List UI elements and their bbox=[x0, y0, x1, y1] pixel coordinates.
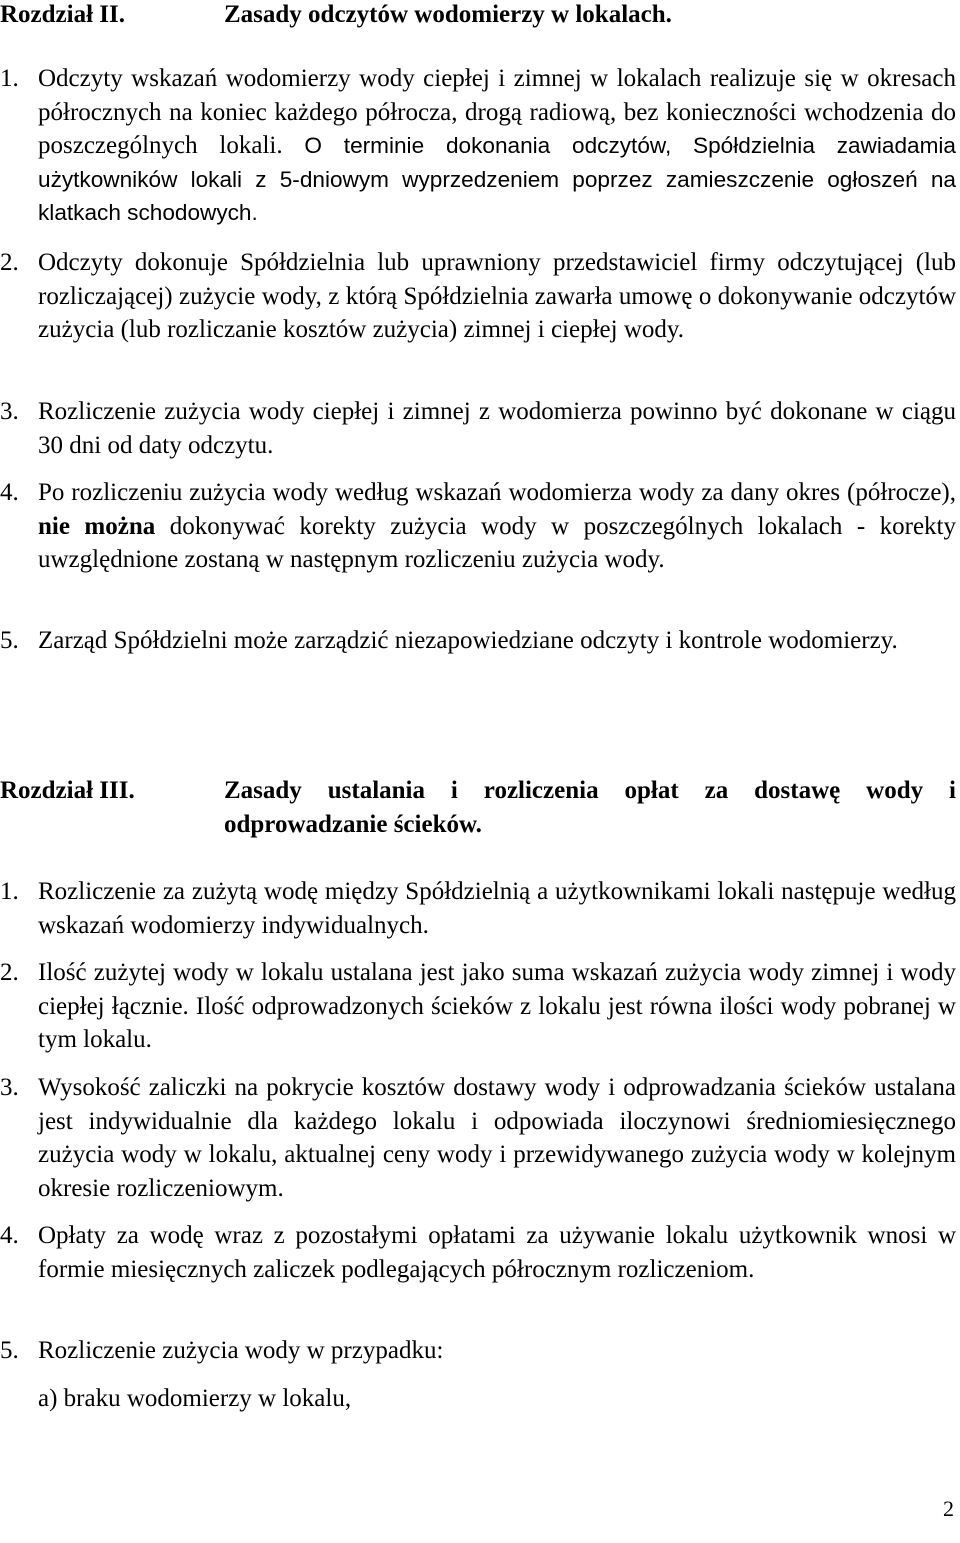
item-number: 2. bbox=[0, 249, 19, 276]
item-text: Rozliczenie zużycia wody w przypadku: bbox=[38, 1337, 444, 1364]
item-text: Odczyty dokonuje Spółdzielnia lub uprawniony przedstawiciel firmy odczytującej (lub rozliczającej) zużycie wody, z którą Spółdzielnia zawarła umowę o dokonywanie odczytów zużycia (lub rozliczanie kosztów zużycia) zimnej i ciepłej wody. bbox=[38, 249, 956, 343]
item-text-part-a: Po rozliczeniu zużycia wody według wskazań wodomierza wody za dany okres (półrocze), bbox=[38, 479, 956, 506]
item-number: 3. bbox=[0, 1074, 19, 1101]
chapter-3-item-5 bbox=[0, 1334, 956, 1368]
chapter-2-item-3 bbox=[0, 395, 956, 462]
chapter-3-item-3 bbox=[0, 1071, 956, 1205]
chapter-2-item-2 bbox=[0, 246, 956, 347]
chapter-3-sub-item-a: a) braku wodomierzy w lokalu, bbox=[38, 1385, 352, 1412]
chapter-2-number: Rozdział II. bbox=[0, 1, 125, 28]
item-number: 1. bbox=[0, 878, 19, 905]
item-text bbox=[38, 476, 956, 577]
chapter-3-title: Zasady ustalania i rozliczenia opłat za dostawę wody i odprowadzanie ścieków. bbox=[224, 777, 956, 838]
item-text-part-a: Odczyty wskazań wodomierzy wody ciepłej i zimnej w lokalach realizuje się w okresach półrocznych na koniec każdego półrocza, drogą radiową, bez konieczności wchodzenia do poszczególnych lokali. bbox=[38, 65, 956, 159]
item-text: Wysokość zaliczki na pokrycie kosztów dostawy wody i odprowadzania ścieków ustalana jest indywidualnie dla każdego lokalu i odpowiada iloczynowi średniomiesięcznego zużycia wody w lokalu, aktualnej ceny wody i przewidywanego zużycia wody w kolejnym okresie rozliczeniowym. bbox=[38, 1074, 956, 1202]
chapter-2-item-4 bbox=[0, 476, 956, 577]
item-text-part-b: dokonywać korekty zużycia wody w poszczególnych lokalach - korekty uwzględnione zostaną w następnym rozliczeniu zużycia wody. bbox=[38, 512, 956, 573]
item-text bbox=[38, 62, 956, 230]
item-text-emphasis: nie można bbox=[38, 512, 156, 540]
item-text: Rozliczenie zużycia wody ciepłej i zimnej z wodomierza powinno być dokonane w ciągu 30 dni od daty odczytu. bbox=[38, 398, 956, 459]
item-text: Rozliczenie za zużytą wodę między Spółdzielnią a użytkownikami lokali następuje według wskazań wodomierzy indywidualnych. bbox=[38, 878, 956, 939]
chapter-3-item-2 bbox=[0, 956, 956, 1057]
item-number: 2. bbox=[0, 959, 19, 986]
item-text: Opłaty za wodę wraz z pozostałymi opłatami za używanie lokalu użytkownik wnosi w formie miesięcznych zaliczek podlegających półrocznym rozliczeniom. bbox=[38, 1222, 956, 1283]
chapter-2-item-1 bbox=[0, 62, 956, 230]
chapter-3-item-1 bbox=[0, 875, 956, 942]
item-number: 4. bbox=[0, 1222, 19, 1249]
item-text: Ilość zużytej wody w lokalu ustalana jest jako suma wskazań zużycia wody zimnej i wody ciepłej łącznie. Ilość odprowadzonych ścieków z lokalu jest równa ilości wody pobranej w tym lokalu. bbox=[38, 959, 956, 1053]
chapter-3-item-4 bbox=[0, 1219, 956, 1286]
page-number: 2 bbox=[943, 1496, 954, 1521]
item-text: Zarząd Spółdzielni może zarządzić niezapowiedziane odczyty i kontrole wodomierzy. bbox=[38, 627, 898, 654]
chapter-2-item-5 bbox=[0, 624, 956, 658]
item-number: 4. bbox=[0, 479, 19, 506]
item-number: 3. bbox=[0, 398, 19, 425]
item-text-part-b: O terminie dokonania odczytów, Spółdzielnia zawiadamia użytkowników lokali z 5-dniowym wyprzedzeniem poprzez zamieszczenie ogłoszeń na klatkach schodowych. bbox=[38, 133, 956, 225]
item-number: 5. bbox=[0, 627, 19, 654]
chapter-3-number: Rozdział III. bbox=[0, 777, 135, 804]
item-number: 1. bbox=[0, 65, 19, 92]
chapter-2-title: Zasady odczytów wodomierzy w lokalach. bbox=[224, 1, 672, 28]
item-number: 5. bbox=[0, 1337, 19, 1364]
